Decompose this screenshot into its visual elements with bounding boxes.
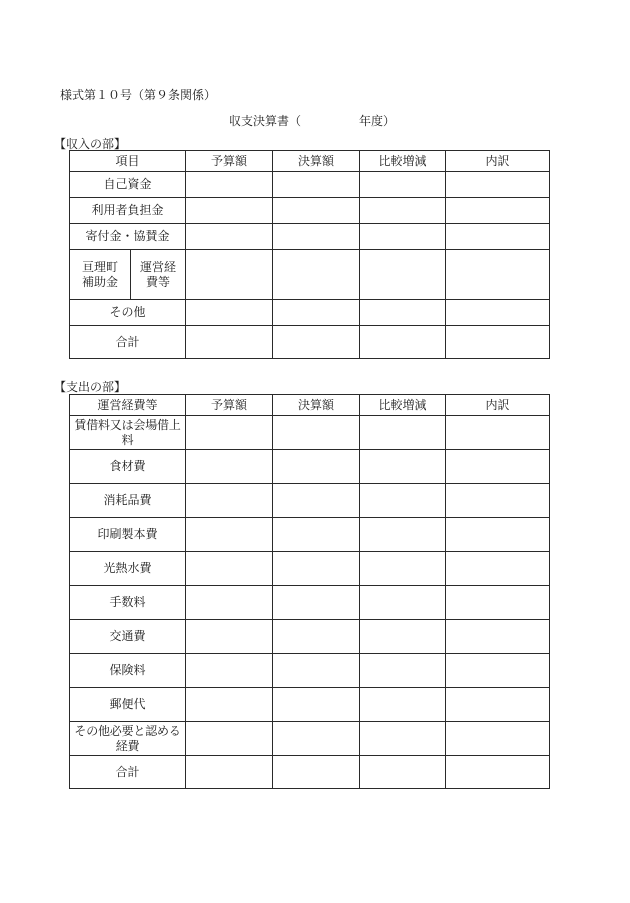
input-cell[interactable] [186, 518, 273, 552]
input-cell[interactable] [360, 518, 446, 552]
input-cell[interactable] [273, 300, 360, 326]
input-cell[interactable] [446, 586, 550, 620]
input-cell[interactable] [360, 416, 446, 450]
row-label: 交通費 [70, 620, 186, 654]
expense-table [69, 394, 550, 789]
input-cell[interactable] [360, 198, 446, 224]
input-cell[interactable] [273, 620, 360, 654]
table-row [70, 552, 550, 586]
input-cell[interactable] [446, 688, 550, 722]
row-label: 自己資金 [70, 172, 186, 198]
input-cell[interactable] [273, 450, 360, 484]
row-label: 光熱水費 [70, 552, 186, 586]
input-cell[interactable] [360, 450, 446, 484]
input-cell[interactable] [186, 300, 273, 326]
row-label: 郵便代 [70, 688, 186, 722]
input-cell[interactable] [186, 250, 273, 300]
input-cell[interactable] [186, 198, 273, 224]
row-label: その他 [70, 300, 186, 326]
row-label: 賃借料又は会場借上料 [70, 416, 186, 450]
input-cell[interactable] [273, 484, 360, 518]
table-row [70, 224, 550, 250]
column-header: 項目 [70, 151, 186, 172]
table-row [70, 484, 550, 518]
input-cell[interactable] [273, 654, 360, 688]
input-cell[interactable] [186, 654, 273, 688]
form-number: 様式第１０号（第９条関係） [60, 88, 217, 102]
input-cell[interactable] [446, 518, 550, 552]
table-row [70, 300, 550, 326]
input-cell[interactable] [446, 198, 550, 224]
input-cell[interactable] [273, 552, 360, 586]
table-row [70, 198, 550, 224]
subsidy-detail-label: 運営経費等 [140, 259, 177, 289]
row-label-subsidy [70, 250, 131, 300]
input-cell[interactable] [186, 450, 273, 484]
input-cell[interactable] [360, 172, 446, 198]
column-header: 比較増減 [360, 395, 446, 416]
input-cell[interactable] [273, 416, 360, 450]
input-cell[interactable] [446, 450, 550, 484]
input-cell[interactable] [273, 688, 360, 722]
input-cell[interactable] [360, 688, 446, 722]
row-label: その他必要と認める経費 [70, 722, 186, 756]
input-cell[interactable] [273, 250, 360, 300]
table-row [70, 722, 550, 756]
input-cell[interactable] [446, 326, 550, 359]
input-cell[interactable] [360, 586, 446, 620]
input-cell[interactable] [446, 250, 550, 300]
input-cell[interactable] [360, 552, 446, 586]
table-row [70, 518, 550, 552]
input-cell[interactable] [360, 756, 446, 789]
row-label: 寄付金・協賛金 [70, 224, 186, 250]
input-cell[interactable] [446, 722, 550, 756]
title-prefix: 収支決算書（ [229, 114, 302, 128]
column-header: 比較増減 [360, 151, 446, 172]
input-cell[interactable] [446, 552, 550, 586]
input-cell[interactable] [360, 300, 446, 326]
input-cell[interactable] [186, 416, 273, 450]
input-cell[interactable] [273, 722, 360, 756]
row-label: 消耗品費 [70, 484, 186, 518]
total-row [70, 326, 550, 359]
expense-section-heading: 【支出の部】 [54, 380, 127, 394]
column-header: 内訳 [446, 395, 550, 416]
row-label-subsidy-detail [131, 250, 186, 300]
input-cell[interactable] [186, 586, 273, 620]
expense-header-row [70, 395, 550, 416]
table-row [70, 172, 550, 198]
input-cell[interactable] [273, 586, 360, 620]
input-cell[interactable] [446, 484, 550, 518]
input-cell[interactable] [186, 620, 273, 654]
input-cell[interactable] [446, 620, 550, 654]
input-cell[interactable] [360, 620, 446, 654]
input-cell[interactable] [273, 518, 360, 552]
input-cell[interactable] [446, 416, 550, 450]
input-cell[interactable] [360, 250, 446, 300]
input-cell[interactable] [186, 326, 273, 359]
row-label: 保険料 [70, 654, 186, 688]
table-row [70, 250, 550, 300]
input-cell[interactable] [446, 224, 550, 250]
document-title [229, 112, 395, 129]
input-cell[interactable] [273, 756, 360, 789]
input-cell[interactable] [360, 224, 446, 250]
table-row [70, 688, 550, 722]
title-suffix: 年度） [359, 114, 396, 128]
input-cell[interactable] [360, 326, 446, 359]
input-cell[interactable] [273, 172, 360, 198]
column-header: 予算額 [186, 395, 273, 416]
input-cell[interactable] [186, 224, 273, 250]
table-row [70, 450, 550, 484]
column-header: 運営経費等 [70, 395, 186, 416]
input-cell[interactable] [446, 300, 550, 326]
input-cell[interactable] [186, 688, 273, 722]
income-header-row [70, 151, 550, 172]
input-cell[interactable] [186, 172, 273, 198]
input-cell[interactable] [360, 484, 446, 518]
row-label: 手数料 [70, 586, 186, 620]
input-cell[interactable] [273, 326, 360, 359]
income-table [69, 150, 550, 359]
income-section-heading: 【収入の部】 [54, 137, 127, 151]
table-row [70, 620, 550, 654]
table-row [70, 416, 550, 450]
input-cell[interactable] [446, 654, 550, 688]
column-header: 決算額 [273, 151, 360, 172]
input-cell[interactable] [273, 198, 360, 224]
input-cell[interactable] [273, 224, 360, 250]
row-label: 利用者負担金 [70, 198, 186, 224]
column-header: 内訳 [446, 151, 550, 172]
input-cell[interactable] [186, 552, 273, 586]
row-label: 合計 [70, 326, 186, 359]
input-cell[interactable] [186, 484, 273, 518]
row-label: 印刷製本費 [70, 518, 186, 552]
column-header: 決算額 [273, 395, 360, 416]
table-row [70, 586, 550, 620]
table-row [70, 654, 550, 688]
input-cell[interactable] [360, 722, 446, 756]
input-cell[interactable] [446, 172, 550, 198]
total-row [70, 756, 550, 789]
column-header: 予算額 [186, 151, 273, 172]
row-label: 食材費 [70, 450, 186, 484]
row-label: 合計 [70, 756, 186, 789]
input-cell[interactable] [186, 722, 273, 756]
input-cell[interactable] [360, 654, 446, 688]
input-cell[interactable] [446, 756, 550, 789]
input-cell[interactable] [186, 756, 273, 789]
subsidy-label: 亘理町補助金 [82, 259, 119, 289]
